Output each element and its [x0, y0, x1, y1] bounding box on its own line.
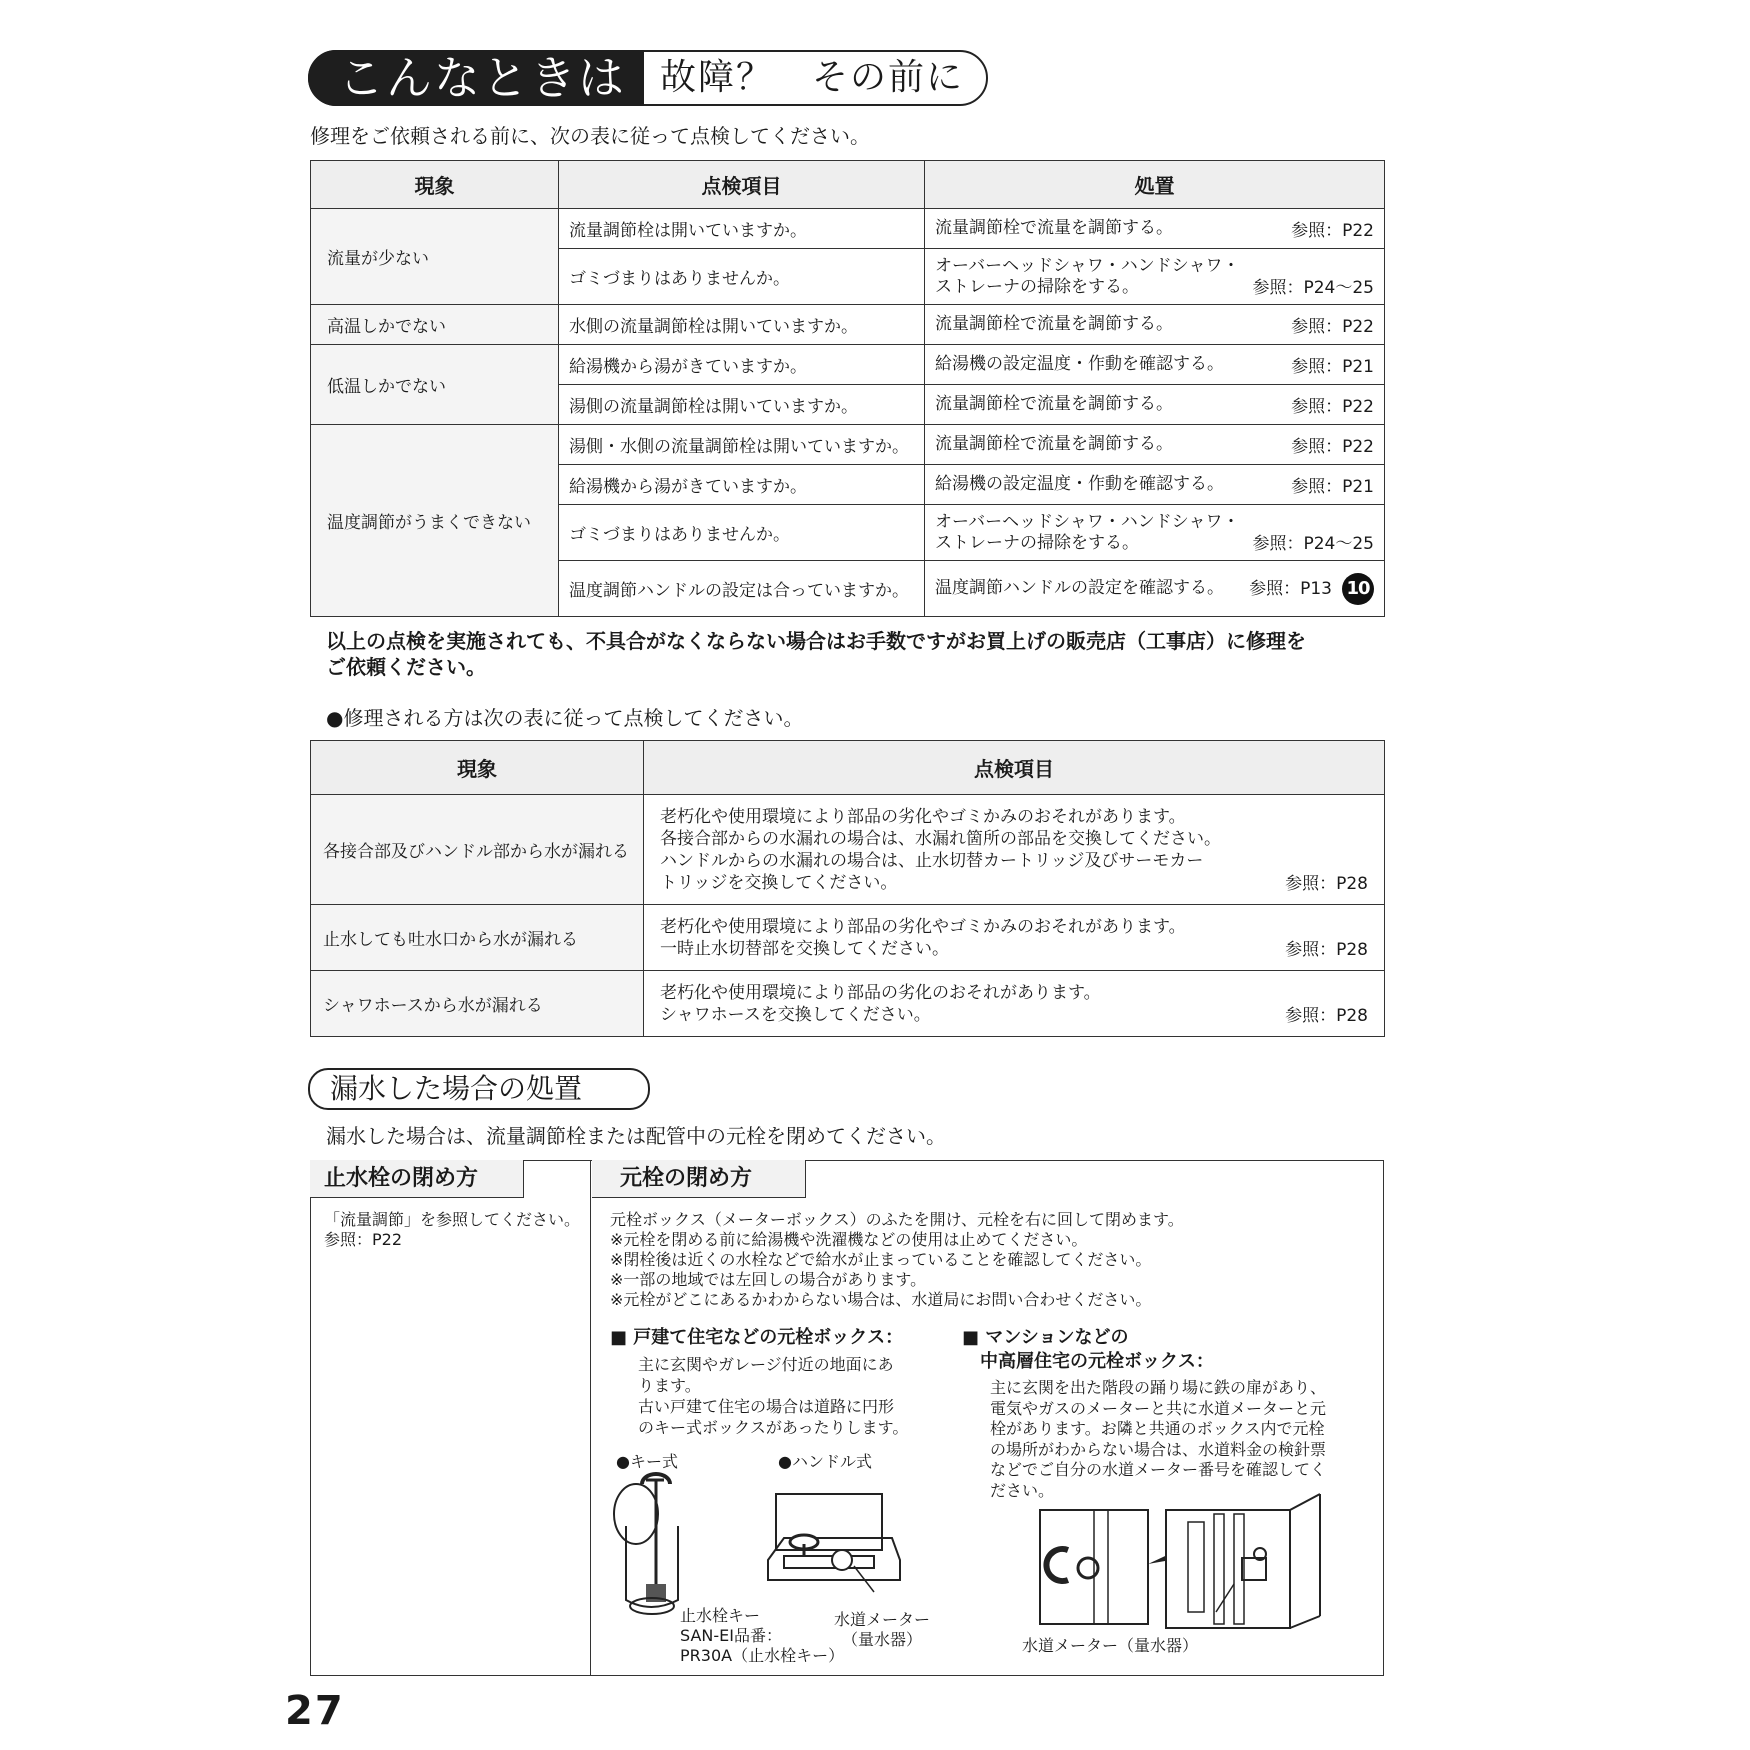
- page-reference-text: 参照：P22: [1291, 397, 1374, 417]
- key-caption: 止水栓キー SAN-EI品番： PR30A（止水栓キー）: [680, 1606, 845, 1665]
- action-text: 給湯機の設定温度・作動を確認する。: [935, 474, 1224, 494]
- handle-type-box-illustration: [764, 1488, 904, 1594]
- table-row: [311, 305, 1385, 345]
- page-reference: 参照：P28: [1285, 873, 1368, 894]
- check-cell: 湯側の流量調節栓は開いていますか。: [559, 385, 925, 425]
- table-row: [311, 209, 1385, 249]
- handle-type-label: ●ハンドル式: [778, 1452, 872, 1471]
- symptom-cell: 各接合部及びハンドル部から水が漏れる: [311, 795, 644, 905]
- page-reference: 参照：P28: [1285, 939, 1368, 960]
- check-cell: ゴミづまりはありませんか。: [559, 505, 925, 561]
- symptom-cell: シャワホースから水が漏れる: [311, 971, 644, 1037]
- symptom-cell: 流量が少ない: [311, 209, 559, 305]
- check-cell: 給湯機から湯がきていますか。: [559, 465, 925, 505]
- main-valve-tab: 元栓の閉め方: [592, 1160, 806, 1198]
- check-text: 老朽化や使用環境により部品の劣化やゴミかみのおそれがあります。 一時止水切替部を交換してください。: [660, 916, 1186, 959]
- check-cell: 水側の流量調節栓は開いていますか。: [559, 305, 925, 345]
- page-reference: [1291, 216, 1374, 241]
- check-text: 老朽化や使用環境により部品の劣化やゴミかみのおそれがあります。 各接合部からの水漏れの場合は、水漏れ箇所の部品を交換してください。 ハンドルからの水漏れの場合は、止水切替カートリッジ及びサーモカー トリッジを交換してください。: [660, 806, 1221, 893]
- house-box-text: 主に玄関やガレージ付近の地面にあ ります。 古い戸建て住宅の場合は道路に円形 のキー式ボックスがあったりします。: [638, 1355, 909, 1437]
- header-symptom: 現象: [311, 161, 559, 209]
- header-symptom: 現象: [311, 741, 644, 795]
- main-valve-text: 元栓ボックス（メーターボックス）のふたを開け、元栓を右に回して閉めます。 ※元栓を閉める前に給湯機や洗濯機などの使用は止めてください。 ※閉栓後は近くの水栓などで給水が止まっていることを確認してください。 ※一部の地域では左回しの場合があります。 ※元栓がどこにあるかわからない場合は、水道局にお問い合わせください。: [610, 1210, 1184, 1309]
- page-reference: [1249, 573, 1374, 605]
- stop-valve-tab: 止水栓の閉め方: [310, 1160, 524, 1198]
- table-row: [311, 795, 1385, 905]
- symptom-cell: 止水しても吐水口から水が漏れる: [311, 905, 644, 971]
- page-reference: [1291, 472, 1374, 497]
- intro-text: 修理をご依頼される前に、次の表に従って点検してください。: [310, 124, 870, 148]
- symptom-cell: 低温しかでない: [311, 345, 559, 425]
- symptom-cell: 温度調節がうまくできない: [311, 425, 559, 617]
- action-text: 流量調節栓で流量を調節する。: [935, 314, 1173, 334]
- check-cell: 流量調節栓は開いていますか。: [559, 209, 925, 249]
- step-number-badge: 10: [1342, 573, 1374, 605]
- action-cell: [925, 345, 1385, 385]
- action-text: オーバーヘッドシャワ・ハンドシャワ・ ストレーナの掃除をする。: [935, 255, 1240, 297]
- check-text: 老朽化や使用環境により部品の劣化のおそれがあります。 シャワホースを交換してください。: [660, 982, 1101, 1025]
- mansion-box-title: ■ マンションなどの 中高層住宅の元栓ボックス：: [962, 1327, 1214, 1372]
- leak-section-title: 漏水した場合の処置: [308, 1068, 650, 1110]
- page-reference: 参照：P28: [1285, 1005, 1368, 1026]
- table-row: [311, 345, 1385, 385]
- troubleshoot-table: [310, 160, 1385, 617]
- key-type-box-illustration: [606, 1472, 696, 1622]
- leak-intro: 漏水した場合は、流量調節栓または配管中の元栓を閉めてください。: [326, 1124, 946, 1148]
- action-cell: [925, 425, 1385, 465]
- check-cell: [644, 795, 1385, 905]
- stop-valve-text: 「流量調節」を参照してください。 参照：P22: [324, 1210, 581, 1249]
- action-cell: [925, 505, 1385, 561]
- table-row: [311, 905, 1385, 971]
- section-header: [308, 50, 988, 106]
- page-reference-text: 参照：P24〜25: [1252, 533, 1374, 554]
- mansion-meter-box-illustration: [1038, 1492, 1324, 1632]
- action-cell: [925, 209, 1385, 249]
- page-reference-text: 参照：P22: [1291, 317, 1374, 337]
- action-cell: [925, 465, 1385, 505]
- page-reference: [1291, 432, 1374, 457]
- page-reference: [1291, 392, 1374, 417]
- page-number: 27: [285, 1688, 345, 1734]
- repair-intro: ●修理される方は次の表に従って点検してください。: [326, 706, 804, 730]
- repair-table: [310, 740, 1385, 1037]
- action-text: 温度調節ハンドルの設定を確認する。: [935, 578, 1224, 598]
- action-cell: [925, 561, 1385, 617]
- action-cell: [925, 385, 1385, 425]
- action-cell: [925, 249, 1385, 305]
- action-text: 流量調節栓で流量を調節する。: [935, 394, 1173, 414]
- page-reference-text: 参照：P21: [1291, 357, 1374, 377]
- table-row: [311, 425, 1385, 465]
- page-title: こんなときは: [308, 50, 644, 106]
- mansion-meter-caption: 水道メーター（量水器）: [1022, 1636, 1199, 1655]
- page-reference-text: 参照：P13: [1249, 578, 1332, 599]
- table-header-row: [311, 741, 1385, 795]
- action-text: 流量調節栓で流量を調節する。: [935, 434, 1173, 454]
- action-text: 給湯機の設定温度・作動を確認する。: [935, 354, 1224, 374]
- header-action: 処置: [925, 161, 1385, 209]
- key-type-label: ●キー式: [616, 1452, 678, 1471]
- page-reference: [1291, 312, 1374, 337]
- check-cell: [644, 971, 1385, 1037]
- check-cell: ゴミづまりはありませんか。: [559, 249, 925, 305]
- leak-box-divider: [590, 1160, 591, 1676]
- repair-request-note: 以上の点検を実施されても、不具合がなくならない場合はお手数ですがお買上げの販売店（工事店）に修理を ご依頼ください。: [326, 629, 1306, 679]
- symptom-cell: 高温しかでない: [311, 305, 559, 345]
- page-reference-text: 参照：P24〜25: [1252, 277, 1374, 298]
- mansion-box-text: 主に玄関を出た階段の踊り場に鉄の扉があり、 電気やガスのメーターと共に水道メーターと元 栓があります。お隣と共通のボックス内で元栓 の場所がわからない場合は、水道料金の検針票 などでご自分の水道メーター番号を確認してく ださい。: [990, 1378, 1327, 1500]
- action-cell: [925, 305, 1385, 345]
- check-cell: [644, 905, 1385, 971]
- header-check: 点検項目: [644, 741, 1385, 795]
- check-cell: 温度調節ハンドルの設定は合っていますか。: [559, 561, 925, 617]
- page-reference: [1252, 273, 1374, 298]
- action-text: 流量調節栓で流量を調節する。: [935, 218, 1173, 238]
- page-reference: [1252, 529, 1374, 554]
- header-check: 点検項目: [559, 161, 925, 209]
- table-header-row: [311, 161, 1385, 209]
- table-row: [311, 971, 1385, 1037]
- page-subtitle: 故障？ その前に: [660, 57, 965, 98]
- page-reference: [1291, 352, 1374, 377]
- page-reference-text: 参照：P22: [1291, 437, 1374, 457]
- page-reference-text: 参照：P21: [1291, 477, 1374, 497]
- house-box-title: ■ 戸建て住宅などの元栓ボックス：: [610, 1327, 904, 1348]
- page-reference-text: 参照：P22: [1291, 221, 1374, 241]
- check-cell: 給湯機から湯がきていますか。: [559, 345, 925, 385]
- meter-caption: 水道メーター （量水器）: [834, 1610, 931, 1649]
- check-cell: 湯側・水側の流量調節栓は開いていますか。: [559, 425, 925, 465]
- action-text: オーバーヘッドシャワ・ハンドシャワ・ ストレーナの掃除をする。: [935, 511, 1240, 553]
